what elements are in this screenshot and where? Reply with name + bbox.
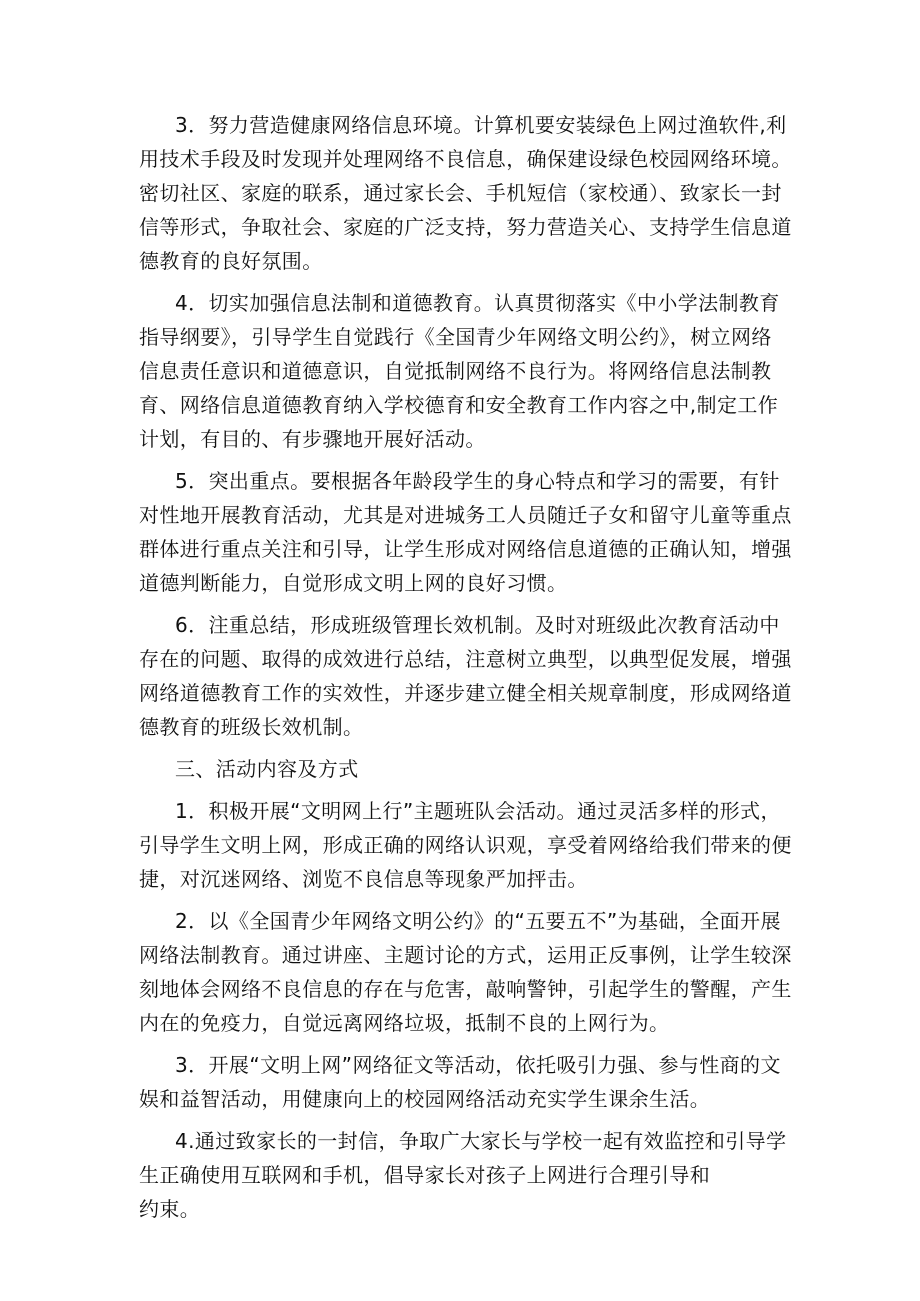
text-line: 群体进行重点关注和引导，让学生形成对网络信息道德的正确认知，增强 bbox=[139, 537, 792, 561]
text-line: 2．以《全国青少年网络文明公约》的“五要五不”为基础，全面开展 bbox=[175, 909, 781, 933]
text-line: 计划，有目的、有步骤地开展好活动。 bbox=[139, 427, 486, 451]
text-line: 生正确使用互联网和手机，倡导家长对孩子上网进行合理引导和 bbox=[139, 1163, 711, 1187]
text-line: 对性地开展教育活动，尤其是对进城务工人员随迁子女和留守儿童等重点 bbox=[139, 503, 792, 527]
text-line: 4．切实加强信息法制和道德教育。认真贯彻落实《中小学法制教育 bbox=[175, 291, 780, 315]
text-line: 信息责任意识和道德意识，自觉抵制网络不良行为。将网络信息法制教 bbox=[139, 359, 772, 383]
text-line: 育、网络信息道德教育纳入学校德育和安全教育工作内容之中,制定工作 bbox=[139, 393, 779, 417]
text-line: 存在的问题、取得的成效进行总结，注意树立典型，以典型促发展，增强 bbox=[139, 647, 792, 671]
text-line: 信等形式，争取社会、家庭的广泛支持，努力营造关心、支持学生信息道 bbox=[139, 215, 792, 239]
text-line: 内在的免疫力，自觉远离网络垃圾，抵制不良的上网行为。 bbox=[139, 1011, 670, 1035]
text-line: 指导纲要》，引导学生自觉践行《全国青少年网络文明公约》，树立网络 bbox=[139, 325, 772, 349]
text-line: 4.通过致家长的一封信，争取广大家长与学校一起有效监控和引导学 bbox=[175, 1129, 787, 1153]
text-line: 网络法制教育。通过讲座、主题讨论的方式，运用正反事例，让学生较深 bbox=[139, 943, 792, 967]
section-heading: 三、活动内容及方式 bbox=[175, 757, 359, 781]
text-line: 捷，对沉迷网络、浏览不良信息等现象严加抨击。 bbox=[139, 867, 588, 891]
text-line: 刻地体会网络不良信息的存在与危害，敲响警钟，引起学生的警醒，产生 bbox=[139, 977, 792, 1001]
text-line: 5．突出重点。要根据各年龄段学生的身心特点和学习的需要，有针 bbox=[175, 469, 780, 493]
text-line: 密切社区、家庭的联系，通过家长会、手机短信（家校通）、致家长一封 bbox=[139, 181, 782, 205]
text-line: 娱和益智活动，用健康向上的校园网络活动充实学生课余生活。 bbox=[139, 1087, 711, 1111]
text-line: 约束。 bbox=[139, 1197, 201, 1221]
text-line: 1．积极开展“文明网上行”主题班队会活动。通过灵活多样的形式， bbox=[175, 799, 781, 823]
text-line: 德教育的良好氛围。 bbox=[139, 249, 323, 273]
text-line: 引导学生文明上网，形成正确的网络认识观，享受着网络给我们带来的便 bbox=[139, 833, 792, 857]
text-line: 道德判断能力，自觉形成文明上网的良好习惯。 bbox=[139, 571, 568, 595]
text-line: 用技术手段及时发现并处理网络不良信息，确保建设绿色校园网络环境。 bbox=[139, 147, 792, 171]
text-line: 3．努力营造健康网络信息环境。计算机要安装绿色上网过渔软件,利 bbox=[175, 113, 787, 137]
text-line: 网络道德教育工作的实效性，并逐步建立健全相关规章制度，形成网络道 bbox=[139, 681, 792, 705]
text-line: 3．开展“文明上网”网络征文等活动，依托吸引力强、参与性商的文 bbox=[175, 1053, 781, 1077]
text-line: 德教育的班级长效机制。 bbox=[139, 715, 364, 739]
text-line: 6．注重总结，形成班级管理长效机制。及时对班级此次教育活动中 bbox=[175, 613, 780, 637]
